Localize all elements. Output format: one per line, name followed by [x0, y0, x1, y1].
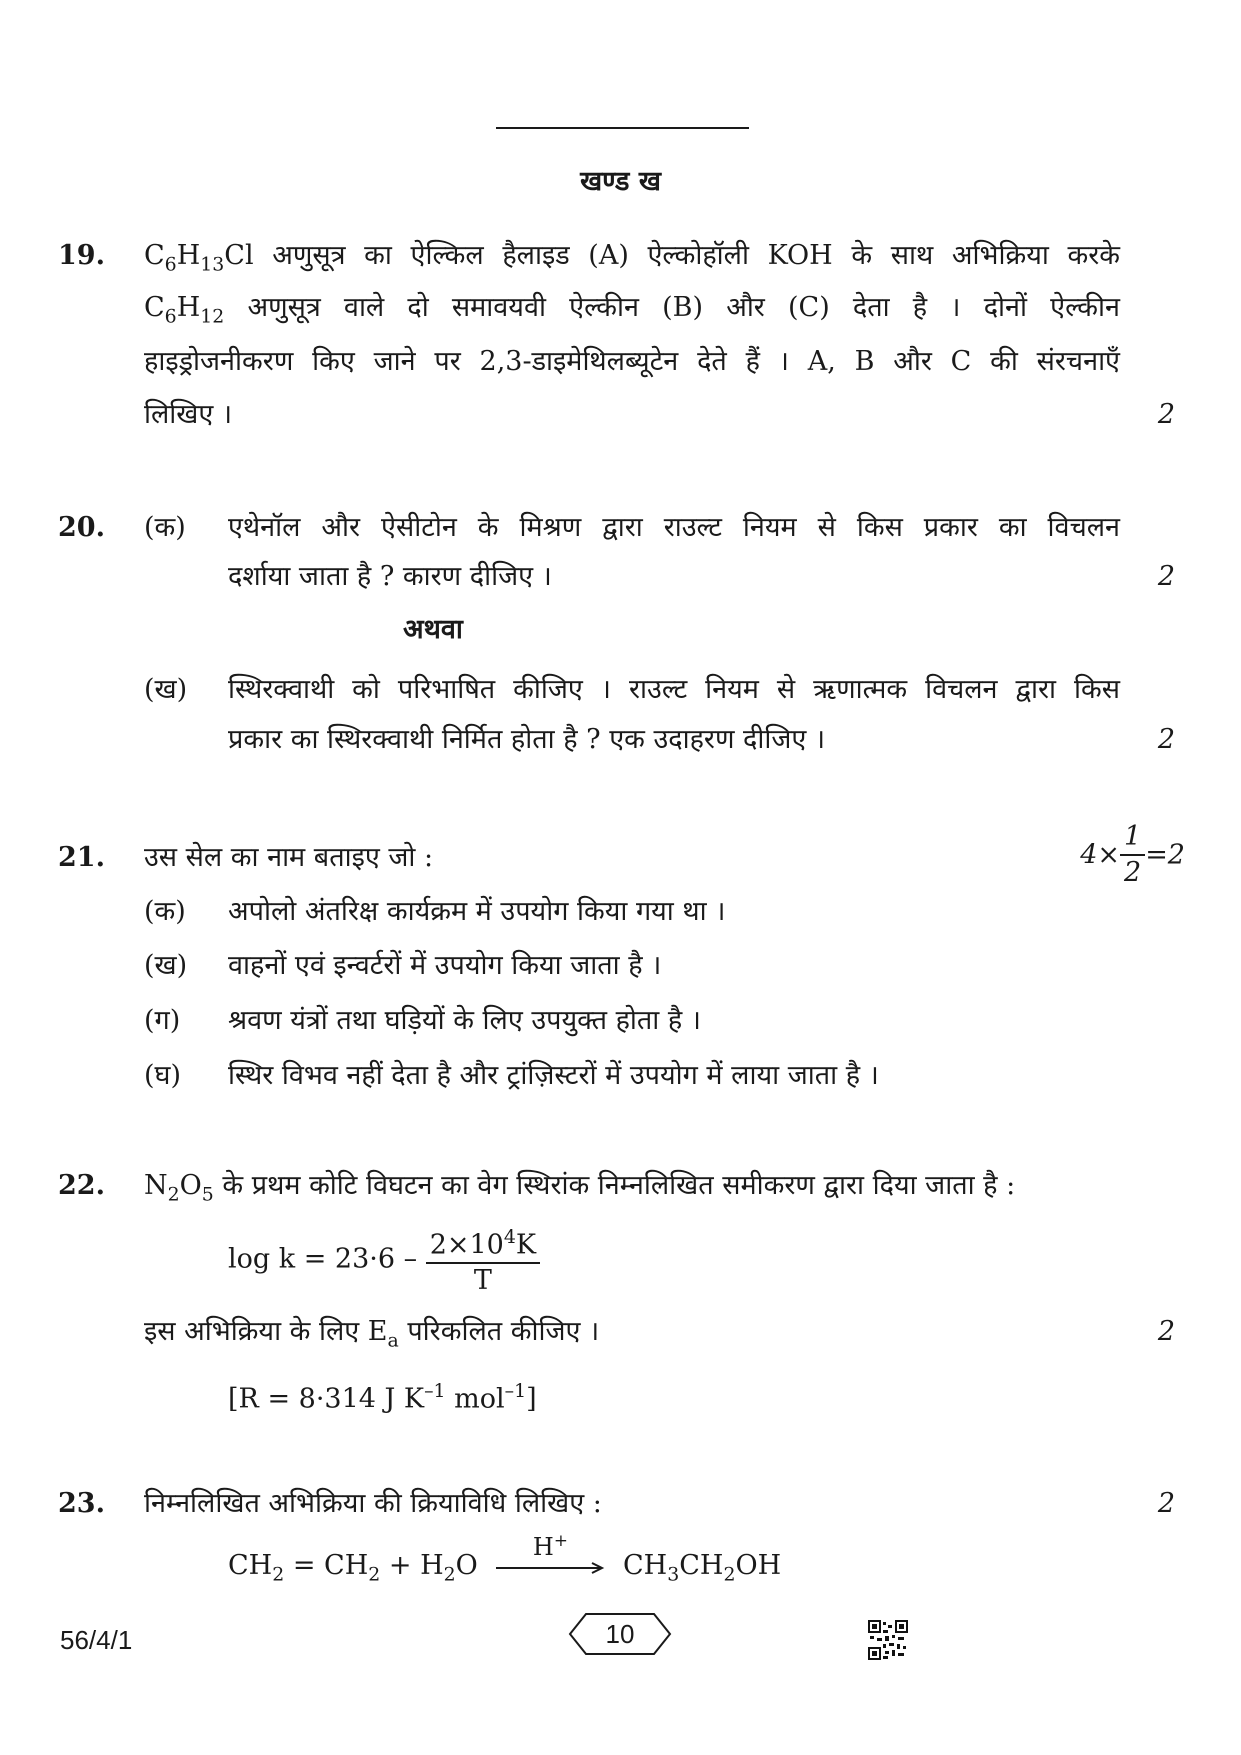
q22-given: [R = 8·314 J $K^{-1}$ mol$^{-1}$] — [228, 1380, 537, 1415]
q23-reaction: $CH_2 = CH_2 + H_2O$ H+ $CH_3CH_2OH$ — [228, 1530, 782, 1586]
q20-a-line-2: दर्शाया जाता है ? कारण दीजिए । — [228, 561, 552, 592]
section-title: खण्ड ख — [580, 166, 661, 197]
question-number-20: 20. — [58, 512, 105, 543]
q20-b-line-2: प्रकार का स्थिरक्वाथी निर्मित होता है ? एक उदाहरण दीजिए । — [228, 724, 826, 755]
q22-line-1: $N_2O_5$ के प्रथम कोटि विघटन का वेग स्थिरांक निम्नलिखित समीकरण द्वारा दिया जाता है : — [144, 1170, 1016, 1206]
q19-line-3: हाइड्रोजनीकरण किए जाने पर 2,3-डाइमेथिलब्यूटेन देते हैं । A, B और C की संरचनाएँ — [144, 346, 1120, 377]
q23-text: निम्नलिखित अभिक्रिया की क्रियाविधि लिखिए : — [144, 1488, 602, 1519]
q20-or: अथवा — [403, 614, 463, 645]
q20-b-line-1: स्थिरक्वाथी को परिभाषित कीजिए । राउल्ट नियम से ऋणात्मक विचलन द्वारा किस — [228, 674, 1120, 705]
paper-code: 56/4/1 — [60, 1625, 133, 1655]
q22-equation: log k = 23·6 – $\frac{2\times 10^4K}{T}$ — [228, 1220, 540, 1298]
q20-b-marks: 2 — [1157, 724, 1175, 755]
question-number-22: 22. — [58, 1170, 105, 1201]
q21-item-text: वाहनों एवं इन्वर्टरों में उपयोग किया जाता है । — [228, 950, 662, 981]
q21-item-text: अपोलो अंतरिक्ष कार्यक्रम में उपयोग किया गया था । — [228, 896, 726, 927]
question-number-21: 21. — [58, 842, 105, 873]
q20-a-marks: 2 — [1157, 561, 1175, 592]
question-number-19: 19. — [58, 240, 105, 271]
top-rule — [496, 127, 749, 129]
q21-item-text: स्थिर विभव नहीं देता है और ट्रांज़िस्टरों में उपयोग में लाया जाता है । — [228, 1060, 879, 1091]
q20-option-a-label: (क) — [144, 512, 186, 543]
q21-item-text: श्रवण यंत्रों तथा घड़ियों के लिए उपयुक्त होता है । — [228, 1005, 702, 1036]
q21-marks: 4× $\frac{1}{2}$ =2 — [1080, 821, 1185, 888]
question-number-23: 23. — [58, 1488, 105, 1519]
q21-intro: उस सेल का नाम बताइए जो : — [144, 842, 434, 873]
q19-line-2: $C_6H_{12}$ अणुसूत्र वाले दो समावयवी ऐल्कीन (B) और (C) देता है । दोनों ऐल्कीन — [144, 292, 1120, 328]
q19-line-1: $C_6H_{13}Cl$ अणुसूत्र का ऐल्किल हैलाइड (A) ऐल्कोहॉली KOH के साथ अभिक्रिया करके — [144, 240, 1120, 276]
reaction-arrow: H+ — [494, 1548, 606, 1584]
q21-item-label: (ग) — [144, 1005, 181, 1036]
q19-marks: 2 — [1157, 399, 1175, 430]
q20-a-line-1: एथेनॉल और ऐसीटोन के मिश्रण द्वारा राउल्ट नियम से किस प्रकार का विचलन — [228, 512, 1120, 543]
q22-line-3: इस अभिक्रिया के लिए $E_a$ परिकलित कीजिए । — [144, 1316, 600, 1352]
q21-item-label: (ख) — [144, 950, 188, 981]
page-number-badge — [568, 1612, 672, 1656]
q21-item-label: (क) — [144, 896, 186, 927]
qr-code-icon — [868, 1620, 908, 1660]
page-number: 10 — [605, 1619, 635, 1649]
q22-marks: 2 — [1157, 1316, 1175, 1347]
q19-line-4: लिखिए । — [144, 399, 233, 430]
q23-marks: 2 — [1157, 1488, 1175, 1519]
q20-option-b-label: (ख) — [144, 674, 188, 705]
q21-item-label: (घ) — [144, 1060, 182, 1091]
arrow-icon — [494, 1548, 606, 1584]
